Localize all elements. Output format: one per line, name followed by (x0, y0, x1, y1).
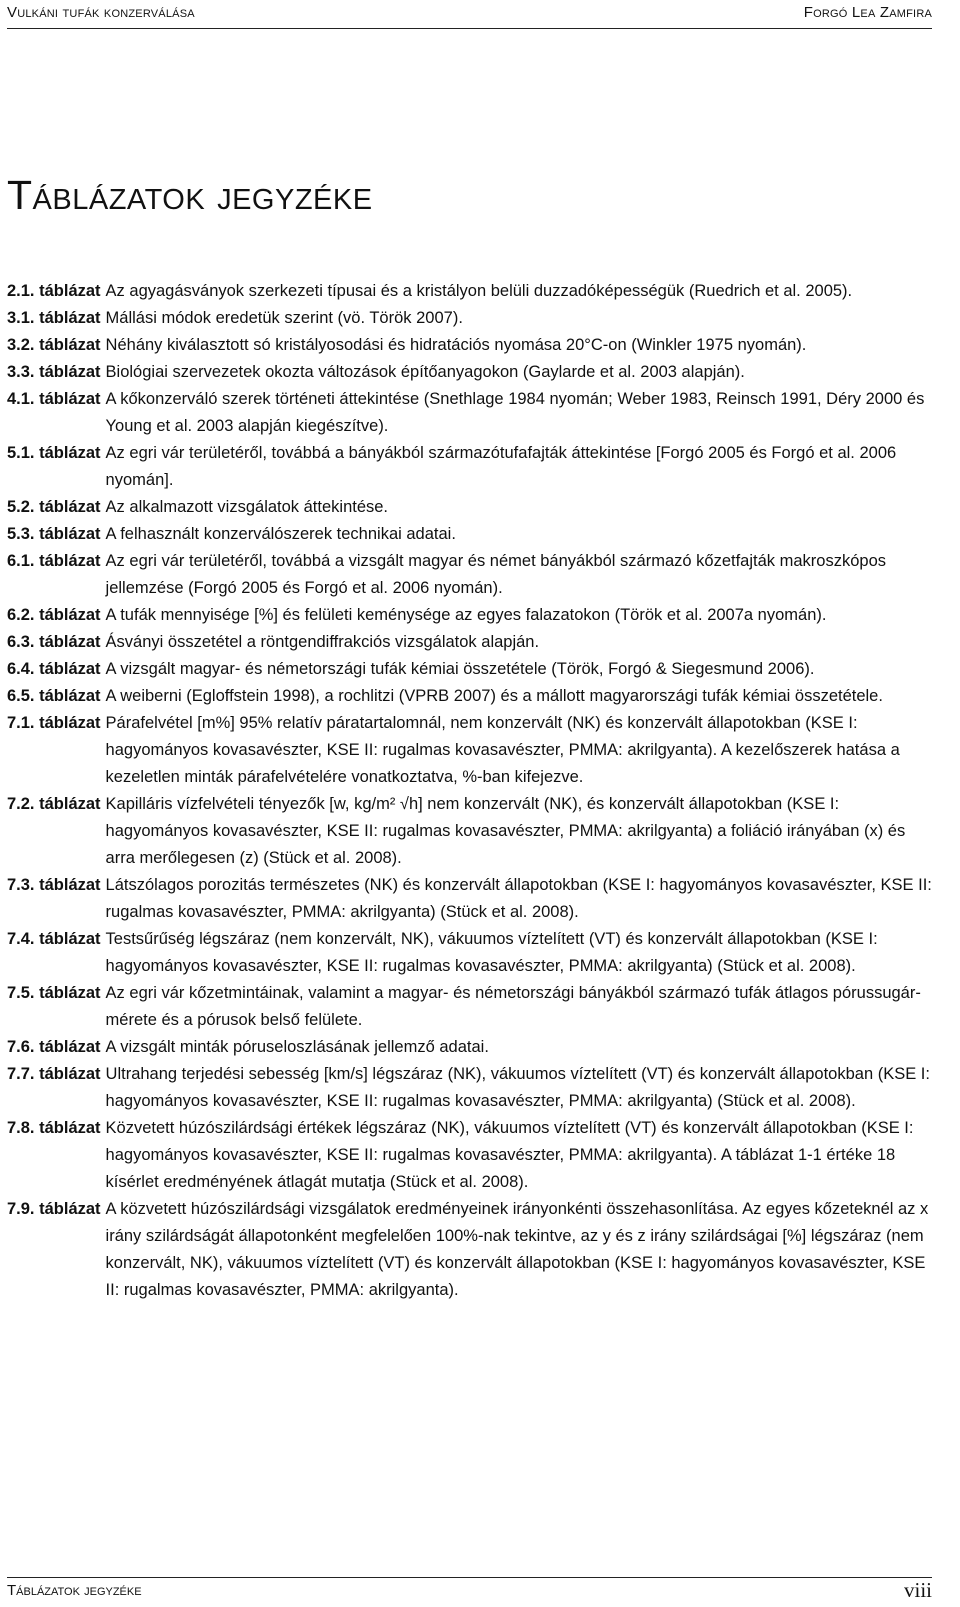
table-caption: Közvetett húzószilárdsági értékek légszáraz (NK), vákuumos víztelített (VT) és konzervált állapotokban (KSE I: hagyományos kovasavészter, KSE II: rugalmas kovasavészter, PMMA: akrilgyanta). A táblázat 1-1 értéke 18 kísérlet eredményének átlagát mutatja (Stück et al. 2008). (105, 1119, 914, 1191)
list-item (7, 1061, 932, 1115)
table-caption: A kőkonzerváló szerek történeti áttekintése (Snethlage 1984 nyomán; Weber 1983, Reinsch 1991, Déry 2000 és Young et al. 2003 alapján kiegészítve). (105, 390, 925, 435)
table-label: 5.2. táblázat (7, 498, 101, 516)
list-item (7, 1034, 932, 1061)
table-label: 7.3. táblázat (7, 876, 101, 894)
table-caption: Az alkalmazott vizsgálatok áttekintése. (105, 498, 389, 516)
running-title: Vulkáni tufák konzerválása (7, 4, 195, 21)
table-caption: Az agyagásványok szerkezeti típusai és a kristályon belüli duzzadóképességük (Ruedrich et al. 2005). (105, 282, 853, 300)
table-caption: Ásványi összetétel a röntgendiffrakciós vizsgálatok alapján. (105, 633, 540, 651)
table-label: 7.1. táblázat (7, 714, 101, 732)
table-caption: A felhasznált konzerválószerek technikai adatai. (105, 525, 456, 543)
table-label: 6.3. táblázat (7, 633, 101, 651)
list-item (7, 305, 932, 332)
page-header (0, 0, 960, 34)
table-label: 3.3. táblázat (7, 363, 101, 381)
table-label: 6.5. táblázat (7, 687, 101, 705)
list-item (7, 1115, 932, 1196)
author-name: Forgó Lea Zamfira (803, 4, 932, 21)
table-list (7, 278, 932, 1304)
list-item (7, 683, 932, 710)
table-caption: Párafelvétel [m%] 95% relatív páratartalomnál, nem konzervált (NK) és konzervált állapotokban (KSE I: hagyományos kovasavészter, KSE II: rugalmas kovasavészter, PMMA: akrilgyanta). A kezelőszerek hatása a kezeletlen minták párafelvételére vonatkoztatva, %-ban kifejezve. (105, 714, 900, 786)
table-label: 6.2. táblázat (7, 606, 101, 624)
footer-section-title: Táblázatok jegyzéke (7, 1582, 142, 1599)
table-label: 5.3. táblázat (7, 525, 101, 543)
table-label: 3.1. táblázat (7, 309, 101, 327)
list-item (7, 872, 932, 926)
table-caption: Ultrahang terjedési sebesség [km/s] légszáraz (NK), vákuumos víztelített (VT) és konzervált állapotokban (KSE I: hagyományos kovasavészter, KSE II: rugalmas kovasavészter, PMMA: akrilgyanta) (Stück et al. 2008). (105, 1065, 930, 1110)
table-caption: Néhány kiválasztott só kristályosodási és hidratációs nyomása 20°C-on (Winkler 1975 nyomán). (105, 336, 807, 354)
table-label: 7.6. táblázat (7, 1038, 101, 1056)
list-item (7, 629, 932, 656)
page-footer (0, 1577, 960, 1607)
list-item (7, 494, 932, 521)
page-number: viii (903, 1578, 932, 1602)
table-label: 7.7. táblázat (7, 1065, 101, 1083)
list-item (7, 926, 932, 980)
list-item (7, 521, 932, 548)
table-label: 5.1. táblázat (7, 444, 101, 462)
table-label: 3.2. táblázat (7, 336, 101, 354)
footer-rule (7, 1577, 932, 1578)
table-caption: Testsűrűség légszáraz (nem konzervált, NK), vákuumos víztelített (VT) és konzervált állapotokban (KSE I: hagyományos kovasavészter, KSE II: rugalmas kovasavészter, PMMA: akrilgyanta) (Stück et al. 2008). (105, 930, 878, 975)
page-title: Táblázatok jegyzéke (7, 172, 373, 218)
list-item (7, 332, 932, 359)
table-label: 6.4. táblázat (7, 660, 101, 678)
list-item (7, 710, 932, 791)
table-caption: Az egri vár területéről, továbbá a bányákból származótufafajták áttekintése [Forgó 2005 és Forgó et al. 2006 nyomán]. (105, 444, 897, 489)
list-item (7, 656, 932, 683)
list-item (7, 359, 932, 386)
header-rule (7, 28, 932, 29)
table-caption: A weiberni (Egloffstein 1998), a rochlitzi (VPRB 2007) és a mállott magyarországi tufák kémiai összetétele. (105, 687, 883, 705)
table-label: 7.8. táblázat (7, 1119, 101, 1137)
table-caption: Biológiai szervezetek okozta változások építőanyagokon (Gaylarde et al. 2003 alapján). (105, 363, 745, 381)
table-caption: A vizsgált minták póruseloszlásának jellemző adatai. (105, 1038, 489, 1056)
table-caption: Látszólagos porozitás természetes (NK) és konzervált állapotokban (KSE I: hagyományos kovasavészter, KSE II: rugalmas kovasavészter, PMMA: akrilgyanta) (Stück et al. 2008). (105, 876, 932, 921)
table-label: 2.1. táblázat (7, 282, 101, 300)
table-label: 6.1. táblázat (7, 552, 101, 570)
table-caption: A tufák mennyisége [%] és felületi keménysége az egyes falazatokon (Török et al. 2007a nyomán). (105, 606, 827, 624)
table-caption: A közvetett húzószilárdsági vizsgálatok eredményeinek irányonkénti összehasonlítása. Az egyes kőzeteknél az x irány szilárdságát állapotonként megfelelően 100%-nak tekintve, az y és z irány szilárdságai [%] légszáraz (nem konzervált, NK), vákuumos víztelített (VT) és konzervált állapotokban (KSE I: hagyományos kovasavészter, KSE II: rugalmas kovasavészter, PMMA: akrilgyanta). (105, 1200, 929, 1299)
table-caption: Mállási módok eredetük szerint (vö. Török 2007). (105, 309, 463, 327)
table-caption: Kapilláris vízfelvételi tényezők [w, kg/m² √h] nem konzervált (NK), és konzervált állapotokban (KSE I: hagyományos kovasavészter, KSE II: rugalmas kovasavészter, PMMA: akrilgyanta) a foliáció irányában (x) és arra merőlegesen (z) (Stück et al. 2008). (105, 795, 906, 867)
table-caption: A vizsgált magyar- és németországi tufák kémiai összetétele (Török, Forgó & Siegesmund 2006). (105, 660, 815, 678)
table-caption: Az egri vár kőzetmintáinak, valamint a magyar- és németországi bányákból származó tufák átlagos pórussugár-mérete és a pórusok belső felülete. (105, 984, 921, 1029)
list-item (7, 548, 932, 602)
table-label: 7.4. táblázat (7, 930, 101, 948)
list-item (7, 1196, 932, 1304)
list-item (7, 386, 932, 440)
list-item (7, 602, 932, 629)
table-label: 7.2. táblázat (7, 795, 101, 813)
list-item (7, 278, 932, 305)
table-label: 7.9. táblázat (7, 1200, 101, 1218)
list-item (7, 791, 932, 872)
table-label: 7.5. táblázat (7, 984, 101, 1002)
list-item (7, 980, 932, 1034)
list-item (7, 440, 932, 494)
table-caption: Az egri vár területéről, továbbá a vizsgált magyar és német bányákból származó kőzetfajták makroszkópos jellemzése (Forgó 2005 és Forgó et al. 2006 nyomán). (105, 552, 886, 597)
table-label: 4.1. táblázat (7, 390, 101, 408)
